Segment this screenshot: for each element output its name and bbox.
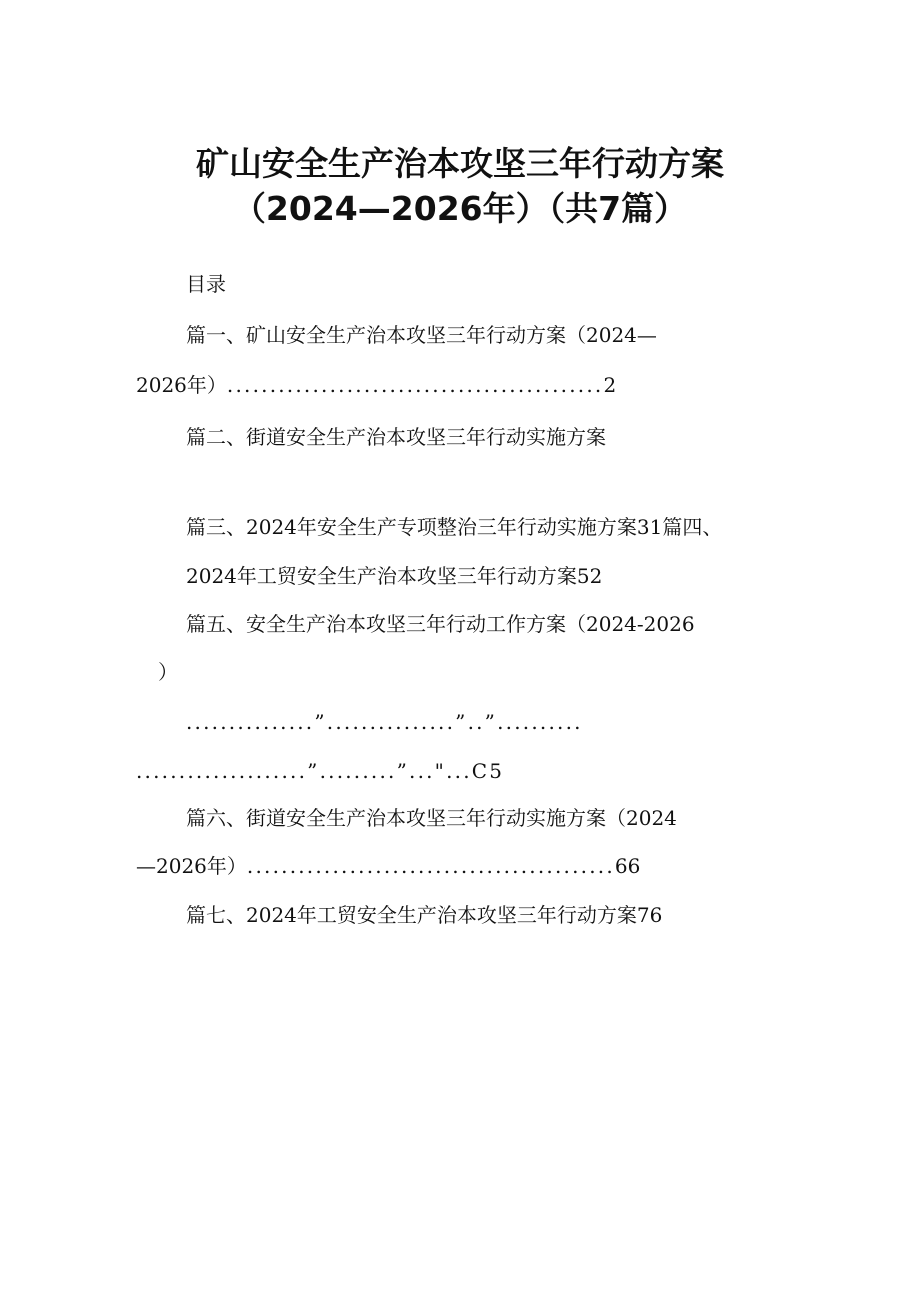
toc-entry-5-line-1[interactable]: 篇五、安全生产治本攻坚三年行动工作方案（2024-2026 — [186, 612, 695, 636]
document-title-line-2: （2024—2026年）（共7篇） — [232, 189, 688, 228]
toc-entry-1-line-1[interactable]: 篇一、矿山安全生产治本攻坚三年行动方案（2024— — [186, 323, 657, 347]
toc-entry-6-line-2[interactable] — [136, 853, 640, 879]
toc-entry-5-leader-line-2[interactable]: ....................”.........”..."...C5 — [136, 759, 505, 783]
toc-entry-1-text: 2026年） — [136, 373, 227, 397]
toc-entry-3-line-1[interactable]: 篇三、2024年安全生产专项整治三年行动实施方案31篇四、 — [186, 515, 723, 539]
toc-entry-5-leader-line-1: ...............”...............”..”.......... — [186, 710, 583, 734]
toc-heading: 目录 — [186, 272, 226, 296]
toc-entry-6-text: —2026年） — [136, 854, 247, 878]
document-title-line-1: 矿山安全生产治本攻坚三年行动方案 — [196, 144, 724, 183]
toc-entry-5-line-2[interactable]: ） — [158, 660, 178, 684]
toc-entry-7-line-1[interactable]: 篇七、2024年工贸安全生产治本攻坚三年行动方案76 — [186, 903, 663, 927]
toc-entry-1-leader-dots: ............................................ — [226, 373, 604, 397]
toc-entry-6-line-1[interactable]: 篇六、街道安全生产治本攻坚三年行动实施方案（2024 — [186, 806, 677, 830]
toc-entry-2-line-1[interactable]: 篇二、街道安全生产治本攻坚三年行动实施方案 — [186, 425, 606, 449]
toc-entry-6-leader-dots: ........................................... — [246, 854, 615, 878]
toc-entry-4-line-1[interactable]: 2024年工贸安全生产治本攻坚三年行动方案52 — [186, 564, 603, 588]
toc-entry-1-line-2[interactable] — [136, 372, 616, 398]
toc-entry-6-page: 66 — [614, 854, 641, 878]
toc-entry-1-page: 2 — [603, 373, 617, 397]
